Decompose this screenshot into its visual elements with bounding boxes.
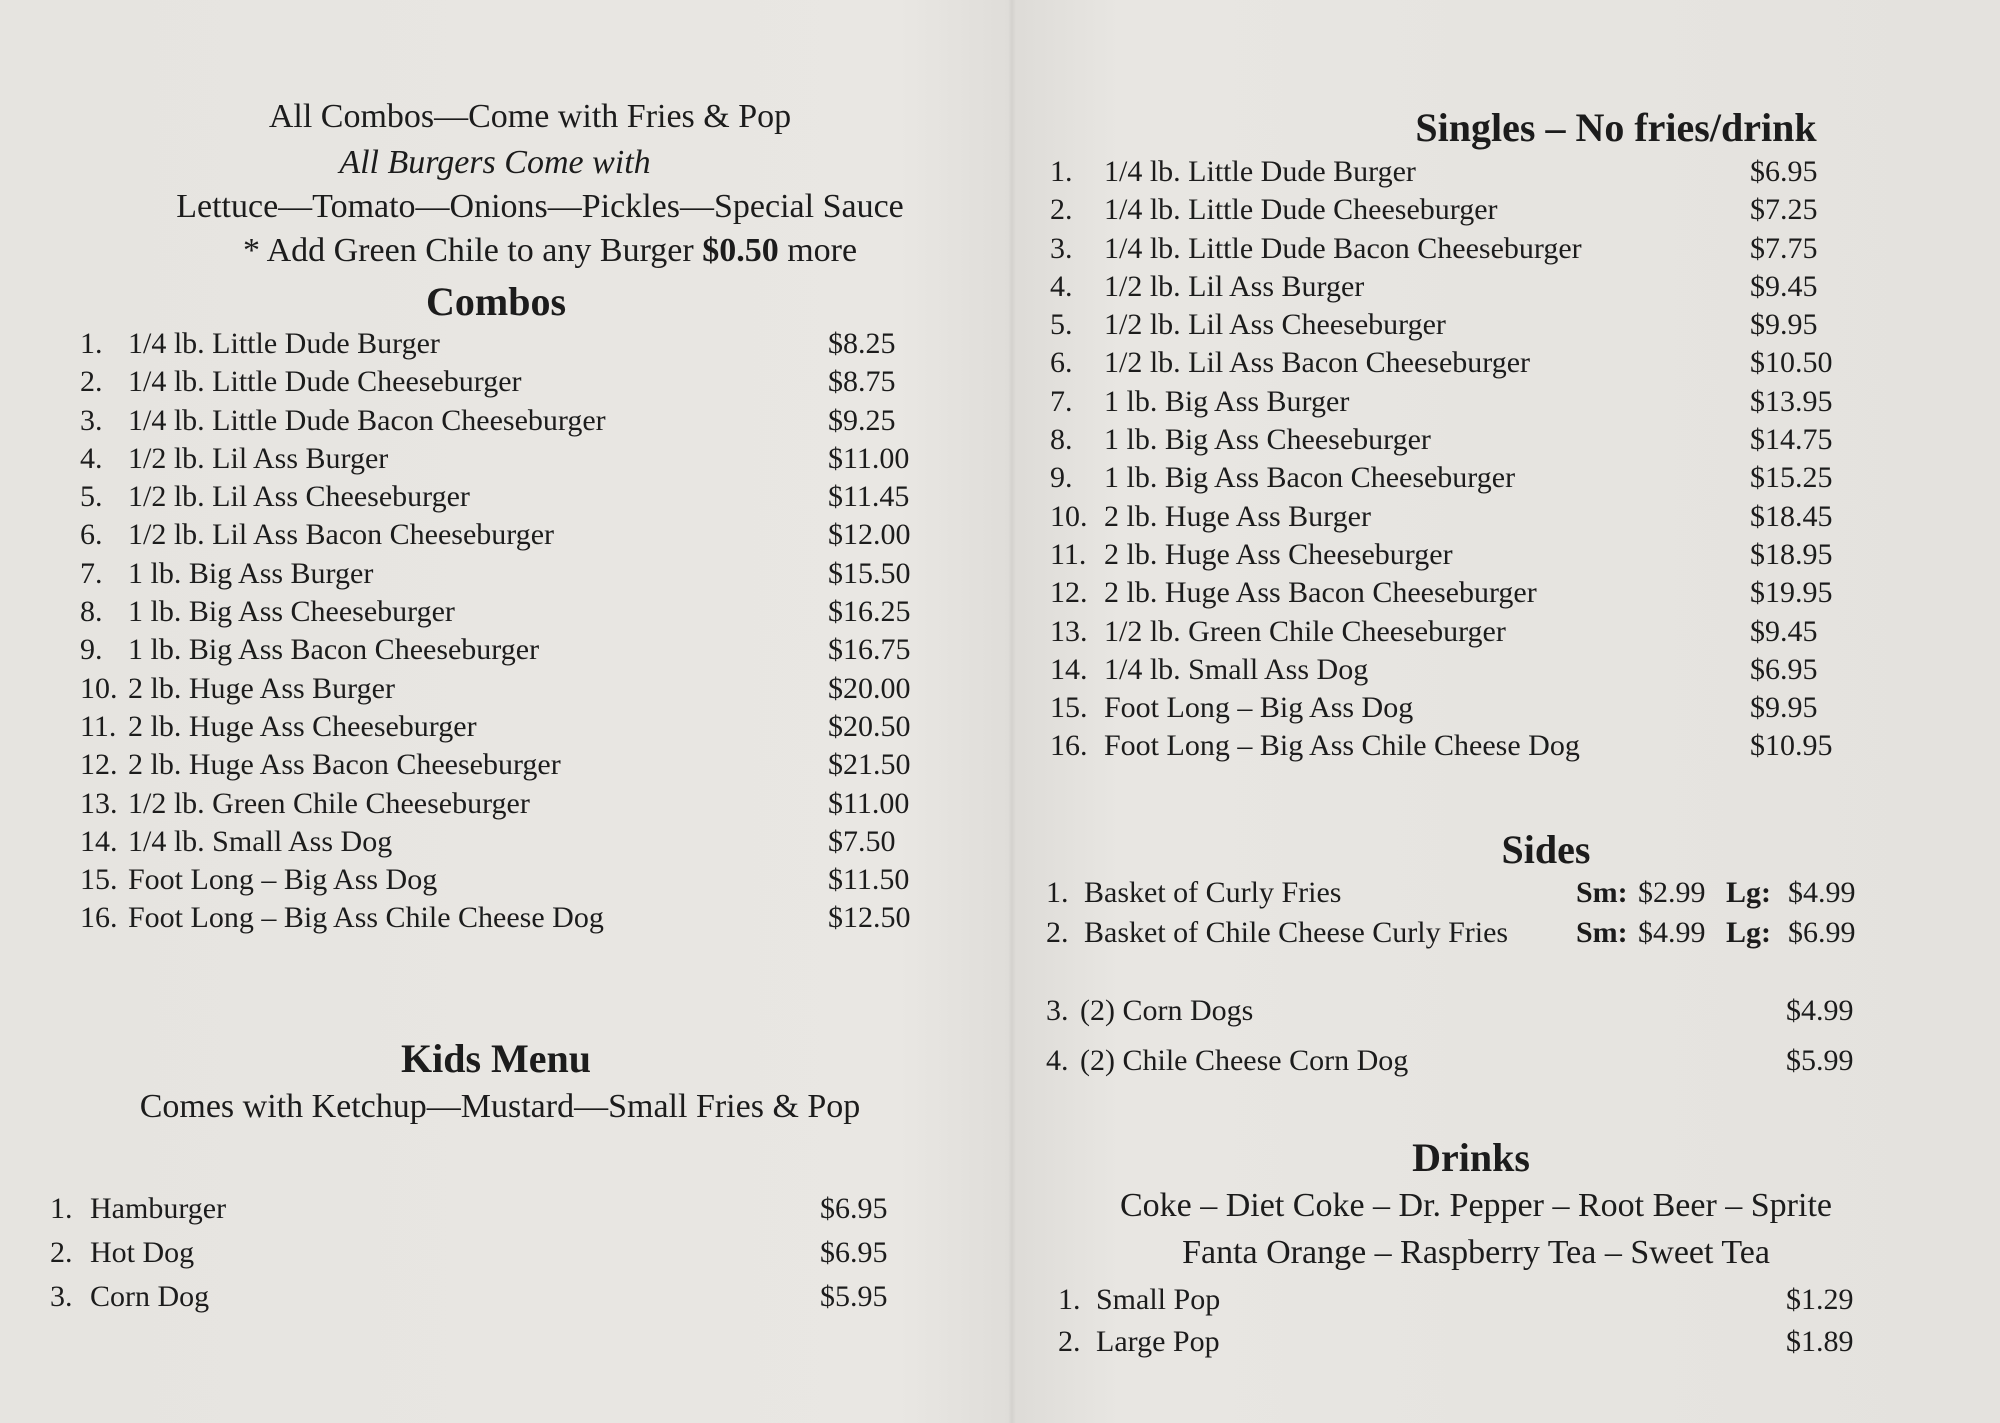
- single-row: [1050, 306, 1950, 344]
- side-row-sized: [1046, 874, 1966, 914]
- item-number: 1.: [1058, 1283, 1081, 1316]
- item-number: 8.: [1050, 423, 1073, 457]
- page-fold: [1008, 0, 1016, 1423]
- small-size-label: Sm:: [1576, 876, 1628, 909]
- item-price: $12.50: [828, 901, 911, 935]
- kids-row: [50, 1190, 950, 1234]
- item-price: $16.25: [828, 595, 911, 629]
- item-number: 10.: [80, 671, 118, 705]
- combo-row: [80, 555, 980, 593]
- item-number: 4.: [1050, 269, 1073, 303]
- item-number: 9.: [1050, 461, 1073, 495]
- item-number: 8.: [80, 595, 103, 629]
- item-number: 9.: [80, 633, 103, 667]
- item-price: $20.50: [828, 709, 911, 743]
- combo-row: [80, 363, 980, 401]
- item-name: 1/4 lb. Little Dude Burger: [128, 327, 440, 360]
- item-name: Corn Dog: [90, 1280, 210, 1313]
- item-number: 14.: [1050, 652, 1088, 686]
- item-price: $10.50: [1750, 346, 1833, 380]
- single-row: [1050, 383, 1950, 421]
- sides-sized-list: [1046, 874, 1966, 954]
- large-size-price: $6.99: [1788, 916, 1856, 949]
- drinks-title: Drinks: [1412, 1135, 1530, 1180]
- item-number: 2.: [50, 1236, 73, 1269]
- single-row: [1050, 613, 1950, 651]
- item-name: 1 lb. Big Ass Burger: [128, 556, 374, 590]
- combo-row: [80, 478, 980, 516]
- kids-row: [50, 1234, 950, 1278]
- item-name: 1/2 lb. Lil Ass Burger: [128, 441, 389, 475]
- item-number: 11.: [80, 709, 117, 743]
- item-number: 5.: [80, 480, 103, 514]
- green-chile-note: [150, 232, 950, 270]
- right-panel: [1016, 0, 2000, 1423]
- single-row: [1050, 268, 1950, 306]
- item-price: $9.45: [1750, 614, 1818, 648]
- item-number: 15.: [80, 863, 118, 897]
- item-price: $9.95: [1750, 691, 1818, 725]
- side-row: [1046, 1042, 1946, 1092]
- item-name: Foot Long – Big Ass Dog: [1104, 691, 1414, 725]
- combos-title: Combos: [425, 279, 567, 324]
- toppings-line: Lettuce—Tomato—Onions—Pickles—Special Sauce: [176, 188, 904, 225]
- combo-row: [80, 631, 980, 669]
- item-name: 1/2 lb. Lil Ass Burger: [1104, 269, 1365, 303]
- item-number: 13.: [1050, 614, 1088, 648]
- item-number: 5.: [1050, 308, 1073, 342]
- item-number: 1.: [1050, 155, 1073, 188]
- item-name: Hamburger: [90, 1192, 227, 1225]
- item-name: 1/2 lb. Green Chile Cheeseburger: [128, 786, 530, 820]
- item-name: 1 lb. Big Ass Cheeseburger: [1104, 423, 1431, 457]
- item-number: 6.: [80, 518, 103, 552]
- item-number: 14.: [80, 824, 118, 858]
- item-number: 11.: [1050, 537, 1087, 571]
- item-number: 13.: [80, 786, 118, 820]
- large-size-price: $4.99: [1788, 876, 1856, 909]
- combo-row: [80, 708, 980, 746]
- single-row: [1050, 344, 1950, 382]
- single-row: [1050, 421, 1950, 459]
- item-name: 1 lb. Big Ass Bacon Cheeseburger: [1104, 461, 1516, 495]
- large-size-label: Lg:: [1726, 916, 1771, 949]
- kids-menu-list: [50, 1190, 950, 1322]
- item-name: 2 lb. Huge Ass Burger: [128, 671, 395, 705]
- item-price: $7.75: [1750, 231, 1818, 265]
- item-number: 16.: [80, 901, 118, 935]
- singles-title: Singles – No fries/drink: [1415, 105, 1817, 150]
- item-name: 1/4 lb. Little Dude Burger: [1104, 155, 1416, 188]
- item-number: 7.: [1050, 384, 1073, 418]
- item-number: 16.: [1050, 729, 1088, 763]
- item-name: 1/2 lb. Lil Ass Cheeseburger: [128, 480, 470, 514]
- item-price: $11.50: [828, 863, 910, 897]
- single-row: [1050, 536, 1950, 574]
- item-number: 4.: [80, 441, 103, 475]
- item-price: $15.25: [1750, 461, 1833, 495]
- item-name: 1/4 lb. Little Dude Bacon Cheeseburger: [1104, 231, 1582, 265]
- item-number: 2.: [1050, 193, 1073, 227]
- item-name: Hot Dog: [90, 1236, 195, 1269]
- single-row: [1050, 459, 1950, 497]
- drinks-line-1: Coke – Diet Coke – Dr. Pepper – Root Beer – Sprite: [1119, 1187, 1832, 1224]
- item-price: $16.75: [828, 633, 911, 667]
- singles-list: [1050, 153, 1950, 766]
- item-price: $1.89: [1786, 1325, 1854, 1358]
- item-price: $18.45: [1750, 499, 1833, 533]
- item-price: $8.75: [828, 365, 896, 399]
- combo-row: [80, 899, 980, 937]
- combo-row: [80, 440, 980, 478]
- item-number: 15.: [1050, 691, 1088, 725]
- item-price: $9.95: [1750, 308, 1818, 342]
- drinks-line-2: Fanta Orange – Raspberry Tea – Sweet Tea: [1182, 1234, 1770, 1271]
- item-price: $9.45: [1750, 269, 1818, 303]
- item-name: Basket of Curly Fries: [1084, 876, 1342, 909]
- item-name: 1 lb. Big Ass Burger: [1104, 384, 1350, 418]
- item-price: $7.25: [1750, 193, 1818, 227]
- item-name: 2 lb. Huge Ass Burger: [1104, 499, 1371, 533]
- item-price: $5.99: [1786, 1044, 1854, 1077]
- item-price: $6.95: [1750, 155, 1818, 188]
- combo-row: [80, 670, 980, 708]
- combo-row: [80, 785, 980, 823]
- drink-row: [1058, 1281, 1958, 1323]
- item-name: (2) Corn Dogs: [1080, 994, 1254, 1027]
- item-price: $8.25: [828, 327, 896, 360]
- green-chile-note-suffix: more: [778, 232, 858, 269]
- item-name: 2 lb. Huge Ass Cheeseburger: [1104, 537, 1453, 571]
- combo-row: [80, 861, 980, 899]
- item-number: 1.: [1046, 876, 1069, 909]
- single-row: [1050, 651, 1950, 689]
- small-size-price: $2.99: [1638, 876, 1706, 909]
- item-name: 2 lb. Huge Ass Cheeseburger: [128, 709, 477, 743]
- item-name: Small Pop: [1096, 1283, 1221, 1316]
- combos-list: [80, 325, 980, 938]
- item-number: 1.: [80, 327, 103, 360]
- item-price: $4.99: [1786, 994, 1854, 1027]
- item-name: 1 lb. Big Ass Bacon Cheeseburger: [128, 633, 540, 667]
- item-number: 12.: [80, 748, 118, 782]
- item-number: 3.: [1046, 994, 1069, 1027]
- large-size-label: Lg:: [1726, 876, 1771, 909]
- item-name: 1/4 lb. Small Ass Dog: [128, 824, 393, 858]
- item-price: $9.25: [828, 403, 896, 437]
- burger-intro-line: All Burgers Come with: [339, 144, 651, 181]
- item-price: $11.00: [828, 441, 910, 475]
- single-row: [1050, 498, 1950, 536]
- item-name: 1/2 lb. Lil Ass Bacon Cheeseburger: [128, 518, 555, 552]
- green-chile-price: $0.50: [702, 232, 779, 269]
- single-row: [1050, 153, 1950, 191]
- drink-row: [1058, 1323, 1958, 1365]
- item-price: $15.50: [828, 556, 911, 590]
- item-number: 4.: [1046, 1044, 1069, 1077]
- single-row: [1050, 727, 1950, 765]
- single-row: [1050, 191, 1950, 229]
- item-price: $6.95: [1750, 652, 1818, 686]
- item-name: Large Pop: [1096, 1325, 1220, 1358]
- item-number: 2.: [1046, 916, 1069, 949]
- item-name: 2 lb. Huge Ass Bacon Cheeseburger: [128, 748, 561, 782]
- combo-row: [80, 402, 980, 440]
- item-name: 1/2 lb. Green Chile Cheeseburger: [1104, 614, 1506, 648]
- item-name: Basket of Chile Cheese Curly Fries: [1084, 916, 1509, 949]
- item-price: $20.00: [828, 671, 911, 705]
- item-name: 1 lb. Big Ass Cheeseburger: [128, 595, 455, 629]
- item-price: $7.50: [828, 824, 896, 858]
- item-price: $5.95: [820, 1280, 888, 1313]
- item-number: 2.: [1058, 1325, 1081, 1358]
- drinks-list: [1058, 1281, 1958, 1365]
- side-row-sized: [1046, 914, 1966, 954]
- item-price: $14.75: [1750, 423, 1833, 457]
- item-number: 3.: [1050, 231, 1073, 265]
- kids-menu-title: Kids Menu: [400, 1036, 592, 1081]
- item-name: 1/4 lb. Little Dude Cheeseburger: [1104, 193, 1498, 227]
- combo-row: [80, 325, 980, 363]
- combo-row: [80, 823, 980, 861]
- item-number: 3.: [80, 403, 103, 437]
- item-name: Foot Long – Big Ass Chile Cheese Dog: [1104, 729, 1580, 763]
- item-name: 1/2 lb. Lil Ass Cheeseburger: [1104, 308, 1446, 342]
- item-number: 7.: [80, 556, 103, 590]
- item-name: 1/4 lb. Little Dude Cheeseburger: [128, 365, 522, 399]
- small-size-label: Sm:: [1576, 916, 1628, 949]
- item-name: 1/4 lb. Little Dude Bacon Cheeseburger: [128, 403, 606, 437]
- combo-row: [80, 593, 980, 631]
- item-name: 1/2 lb. Lil Ass Bacon Cheeseburger: [1104, 346, 1531, 380]
- item-price: $10.95: [1750, 729, 1833, 763]
- side-row: [1046, 992, 1946, 1042]
- item-number: 6.: [1050, 346, 1073, 380]
- single-row: [1050, 689, 1950, 727]
- item-number: 1.: [50, 1192, 73, 1225]
- small-size-price: $4.99: [1638, 916, 1706, 949]
- item-name: (2) Chile Cheese Corn Dog: [1080, 1044, 1409, 1077]
- sides-list: [1046, 992, 1946, 1092]
- item-price: $6.95: [820, 1236, 888, 1269]
- item-name: Foot Long – Big Ass Dog: [128, 863, 438, 897]
- green-chile-note-text: * Add Green Chile to any Burger: [242, 232, 703, 269]
- item-price: $1.29: [1786, 1283, 1854, 1316]
- combo-row: [80, 516, 980, 554]
- item-price: $18.95: [1750, 537, 1833, 571]
- item-number: 2.: [80, 365, 103, 399]
- kids-row: [50, 1278, 950, 1322]
- sides-title: Sides: [1501, 827, 1591, 872]
- item-number: 3.: [50, 1280, 73, 1313]
- item-price: $21.50: [828, 748, 911, 782]
- single-row: [1050, 230, 1950, 268]
- combo-row: [80, 746, 980, 784]
- item-price: $11.00: [828, 786, 910, 820]
- item-price: $12.00: [828, 518, 911, 552]
- item-number: 12.: [1050, 576, 1088, 610]
- item-name: 1/4 lb. Small Ass Dog: [1104, 652, 1369, 686]
- single-row: [1050, 574, 1950, 612]
- kids-menu-subtitle: Comes with Ketchup—Mustard—Small Fries & Pop: [139, 1088, 861, 1125]
- item-price: $6.95: [820, 1192, 888, 1225]
- item-price: $11.45: [828, 480, 910, 514]
- item-name: Foot Long – Big Ass Chile Cheese Dog: [128, 901, 604, 935]
- item-price: $19.95: [1750, 576, 1833, 610]
- item-number: 10.: [1050, 499, 1088, 533]
- item-name: 2 lb. Huge Ass Bacon Cheeseburger: [1104, 576, 1537, 610]
- combo-intro-line: All Combos—Come with Fries & Pop: [268, 98, 792, 135]
- item-price: $13.95: [1750, 384, 1833, 418]
